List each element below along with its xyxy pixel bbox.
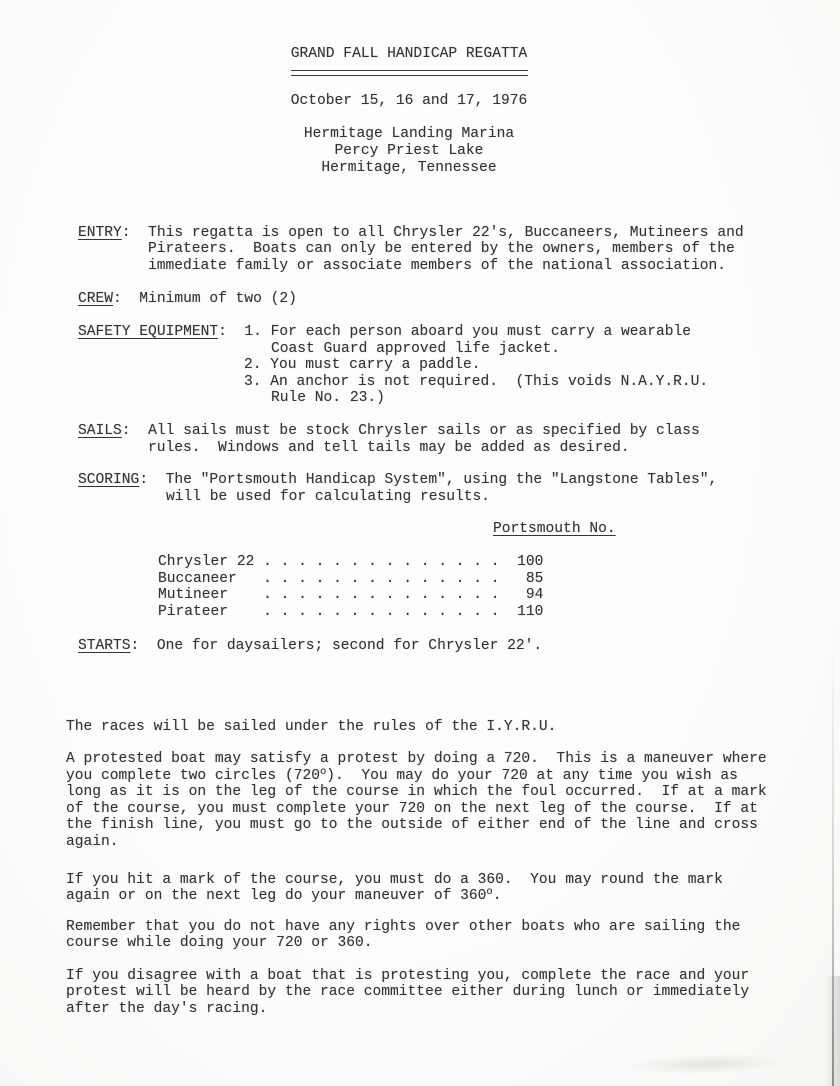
text-segment: again or on the next leg do your maneuver of 360 (66, 888, 487, 904)
text-segment: Pirateer . . . . . . . . . . . . . . 110 (158, 604, 544, 620)
text-segment: : 1. For each person aboard you must carry a wearable (218, 324, 692, 340)
text-segment: rules. Windows and tell tails may be added as desired. (148, 440, 630, 456)
scoring-label: SCORING (78, 472, 140, 488)
text-segment: 3. An anchor is not required. (This voids N.A.Y.R.U. (244, 374, 709, 390)
safety-line-3 (244, 357, 480, 374)
protest-720-line-1 (66, 751, 767, 768)
text-segment: course while doing your 720 or 360. (66, 935, 373, 951)
text-segment: of the course, you must complete your 720 on the next leg of the course. If at (66, 801, 758, 817)
event-dates: October 15, 16 and 17, 1976 (290, 93, 528, 109)
disagree-line-3 (66, 1001, 267, 1018)
sails-line-1 (78, 423, 700, 440)
scan-smudge (625, 1051, 791, 1077)
safety-line-4 (244, 374, 708, 391)
text-segment: The races will be sailed under the rules of the I.Y.R.U. (66, 719, 557, 735)
mark-360-line-1 (66, 872, 723, 889)
safety-line-2 (271, 341, 560, 358)
table-row-pirateer (158, 604, 543, 621)
text-segment: Remember that you do not have any rights over other boats who are sailing the (66, 919, 741, 935)
title-double-underline (291, 70, 528, 76)
page-title: GRAND FALL HANDICAP REGATTA (290, 46, 528, 62)
protest-720-line-4 (66, 801, 758, 818)
starts-label: STARTS (78, 638, 131, 654)
text-segment: protest will be heard by the race committee either during lunch or immediately (66, 984, 750, 1000)
scoring-line-1 (78, 472, 717, 489)
protest-720-line-5 (66, 817, 758, 834)
sails-line-2 (148, 440, 630, 457)
safety-line-1 (78, 324, 691, 341)
text-segment: the finish line, you must go to the outside of either end of the line and cross (66, 817, 758, 833)
text-segment: : One for daysailers; second for Chrysler 22'. (130, 638, 543, 654)
text-segment: long as it is on the leg of the course in which the foul occurred. If at a mark (66, 784, 767, 800)
scoring-line-2 (166, 489, 490, 506)
text-segment: : The "Portsmouth Handicap System", using the "Langstone Tables", (139, 472, 718, 488)
entry-label: ENTRY (78, 225, 122, 241)
entry-line-1 (78, 225, 744, 242)
venue-lake: Percy Priest Lake (334, 143, 484, 159)
rules-paragraph-1 (66, 719, 556, 736)
text-segment: you complete two circles (720 (66, 768, 320, 784)
text-segment: Chrysler 22 . . . . . . . . . . . . . . 100 (158, 554, 544, 570)
text-segment: . (492, 888, 502, 904)
mark-360-line-2 (66, 888, 501, 906)
text-segment: Mutineer . . . . . . . . . . . . . . 94 (158, 587, 544, 603)
text-segment: : This regatta is open to all Chrysler 22's, Buccaneers, Mutineers and (121, 225, 744, 241)
text-segment: : Minimum of two (2) (113, 291, 297, 307)
protest-720-line-6 (66, 834, 119, 851)
disagree-line-1 (66, 968, 749, 985)
rights-line-1 (66, 919, 740, 936)
text-segment: : All sails must be stock Chrysler sails or as specified by class (121, 423, 700, 439)
starts-line (78, 638, 542, 655)
protest-720-line-3 (66, 784, 767, 801)
text-segment: will be used for calculating results. (166, 489, 491, 505)
table-row-mutineer (158, 587, 543, 604)
text-segment: Rule No. 23.) (271, 390, 385, 406)
text-segment: 2. You must carry a paddle. (244, 357, 481, 373)
sails-label: SAILS (78, 423, 122, 439)
scan-corner-shadow (824, 976, 840, 1086)
crew-label: CREW (78, 291, 114, 307)
text-segment: Buccaneer . . . . . . . . . . . . . . 85 (158, 571, 544, 587)
entry-line-2 (148, 241, 735, 258)
portsmouth-no-label: Portsmouth No. (493, 521, 616, 537)
text-segment: Pirateers. Boats can only be entered by the owners, members of the (148, 241, 735, 257)
text-segment: again. (66, 834, 119, 850)
safety-line-5 (271, 390, 385, 407)
degree-superscript: o (486, 886, 493, 898)
venue-marina: Hermitage Landing Marina (303, 126, 515, 142)
text-segment: A protested boat may satisfy a protest by doing a 720. This is a maneuver where (66, 751, 767, 767)
rights-line-2 (66, 935, 373, 952)
venue-city: Hermitage, Tennessee (321, 160, 497, 176)
text-segment: If you hit a mark of the course, you must do a 360. You may round the mark (66, 872, 723, 888)
text-segment: Coast Guard approved life jacket. (271, 341, 561, 357)
entry-line-3 (148, 258, 726, 275)
disagree-line-2 (66, 984, 749, 1001)
text-segment: immediate family or associate members of the national association. (148, 258, 727, 274)
table-row-chrysler-22 (158, 554, 543, 571)
portsmouth-column-header (493, 521, 616, 538)
table-row-buccaneer (158, 571, 543, 588)
text-segment: If you disagree with a boat that is protesting you, complete the race and your (66, 968, 750, 984)
text-segment: after the day's racing. (66, 1001, 268, 1017)
degree-superscript: o (319, 766, 327, 778)
safety-equipment-label: SAFETY EQUIPMENT (78, 324, 219, 340)
crew-line (78, 291, 297, 308)
text-segment: ). You may do your 720 at any time you wish as (326, 768, 738, 784)
